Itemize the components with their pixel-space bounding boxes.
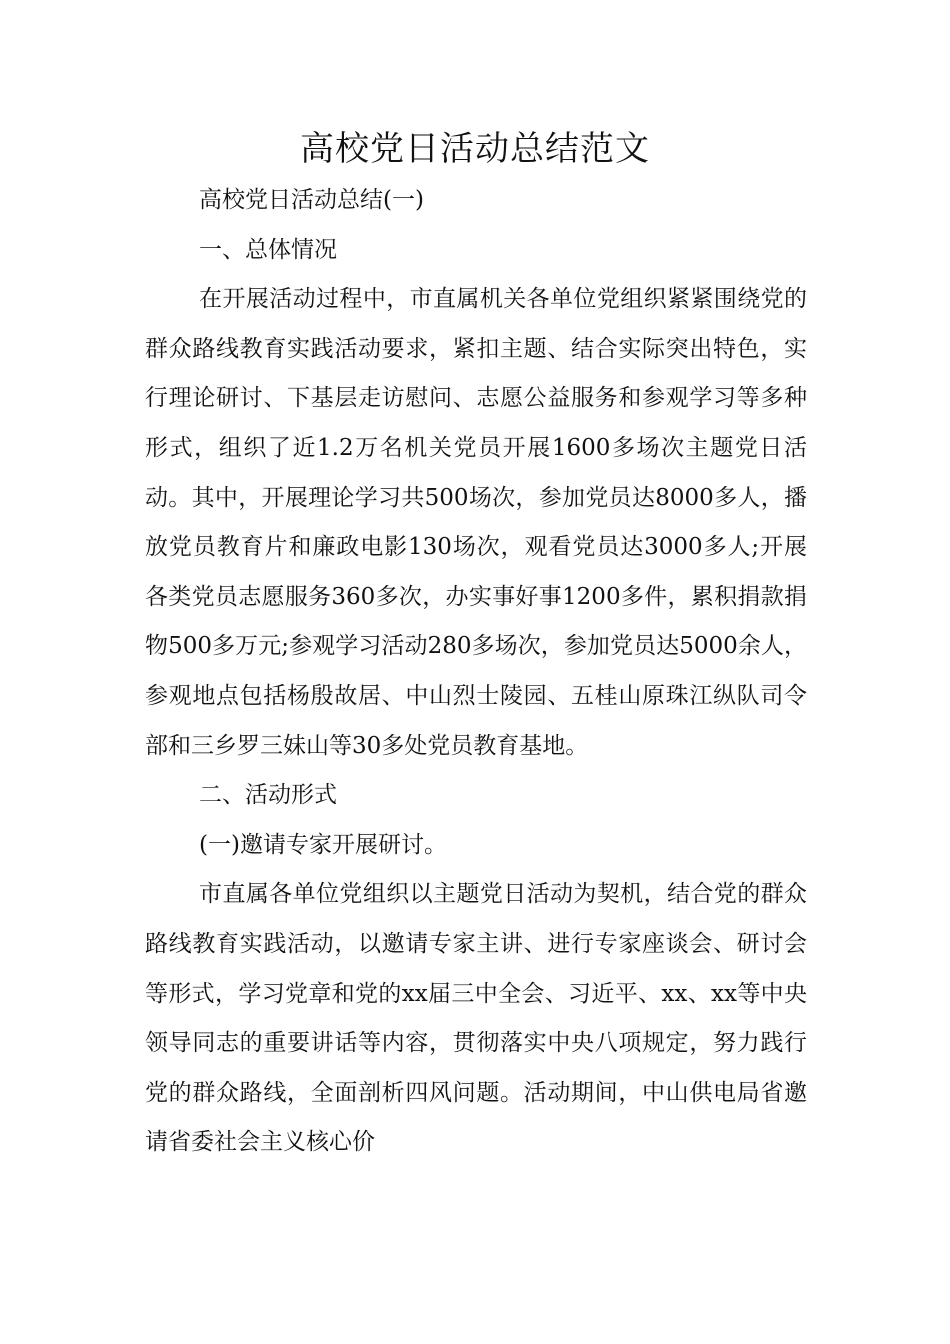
document-body: [145, 176, 807, 1168]
section-heading-overview: 一、总体情况: [199, 236, 338, 263]
overview-paragraph: 在开展活动过程中，市直属机关各单位党组织紧紧围绕党的群众路线教育实践活动要求，紧扣主题、结合实际突出特色，实行理论研讨、下基层走访慰问、志愿公益服务和参观学习等多种形式，组织了近1.2万名机关党员开展1600多场次主题党日活动。其中，开展理论学习共500场次，参加党员达8000多人，播放党员教育片和廉政电影130场次，观看党员达3000多人;开展各类党员志愿服务360多次，办实事好事1200多件，累积捐款捐物500多万元;参观学习活动280多场次，参加党员达5000余人，参观地点包括杨殷故居、中山烈士陵园、五桂山原珠江纵队司令部和三乡罗三妹山等30多处党员教育基地。: [145, 286, 807, 759]
document-title: 高校党日活动总结范文: [300, 129, 650, 169]
experts-paragraph: 市直属各单位党组织以主题党日活动为契机，结合党的群众路线教育实践活动，以邀请专家主讲、进行专家座谈会、研讨会等形式，学习党章和党的xx届三中全会、习近平、xx、xx等中央领导同志的重要讲话等内容，贯彻落实中央八项规定，努力践行党的群众路线，全面剖析四风问题。活动期间，中山供电局省邀请省委社会主义核心价: [145, 881, 807, 1156]
subsection-heading-experts: (一)邀请专家开展研讨。: [199, 831, 447, 858]
section-heading-summary: 高校党日活动总结(一): [199, 187, 424, 213]
section-heading-forms: 二、活动形式: [199, 782, 338, 809]
